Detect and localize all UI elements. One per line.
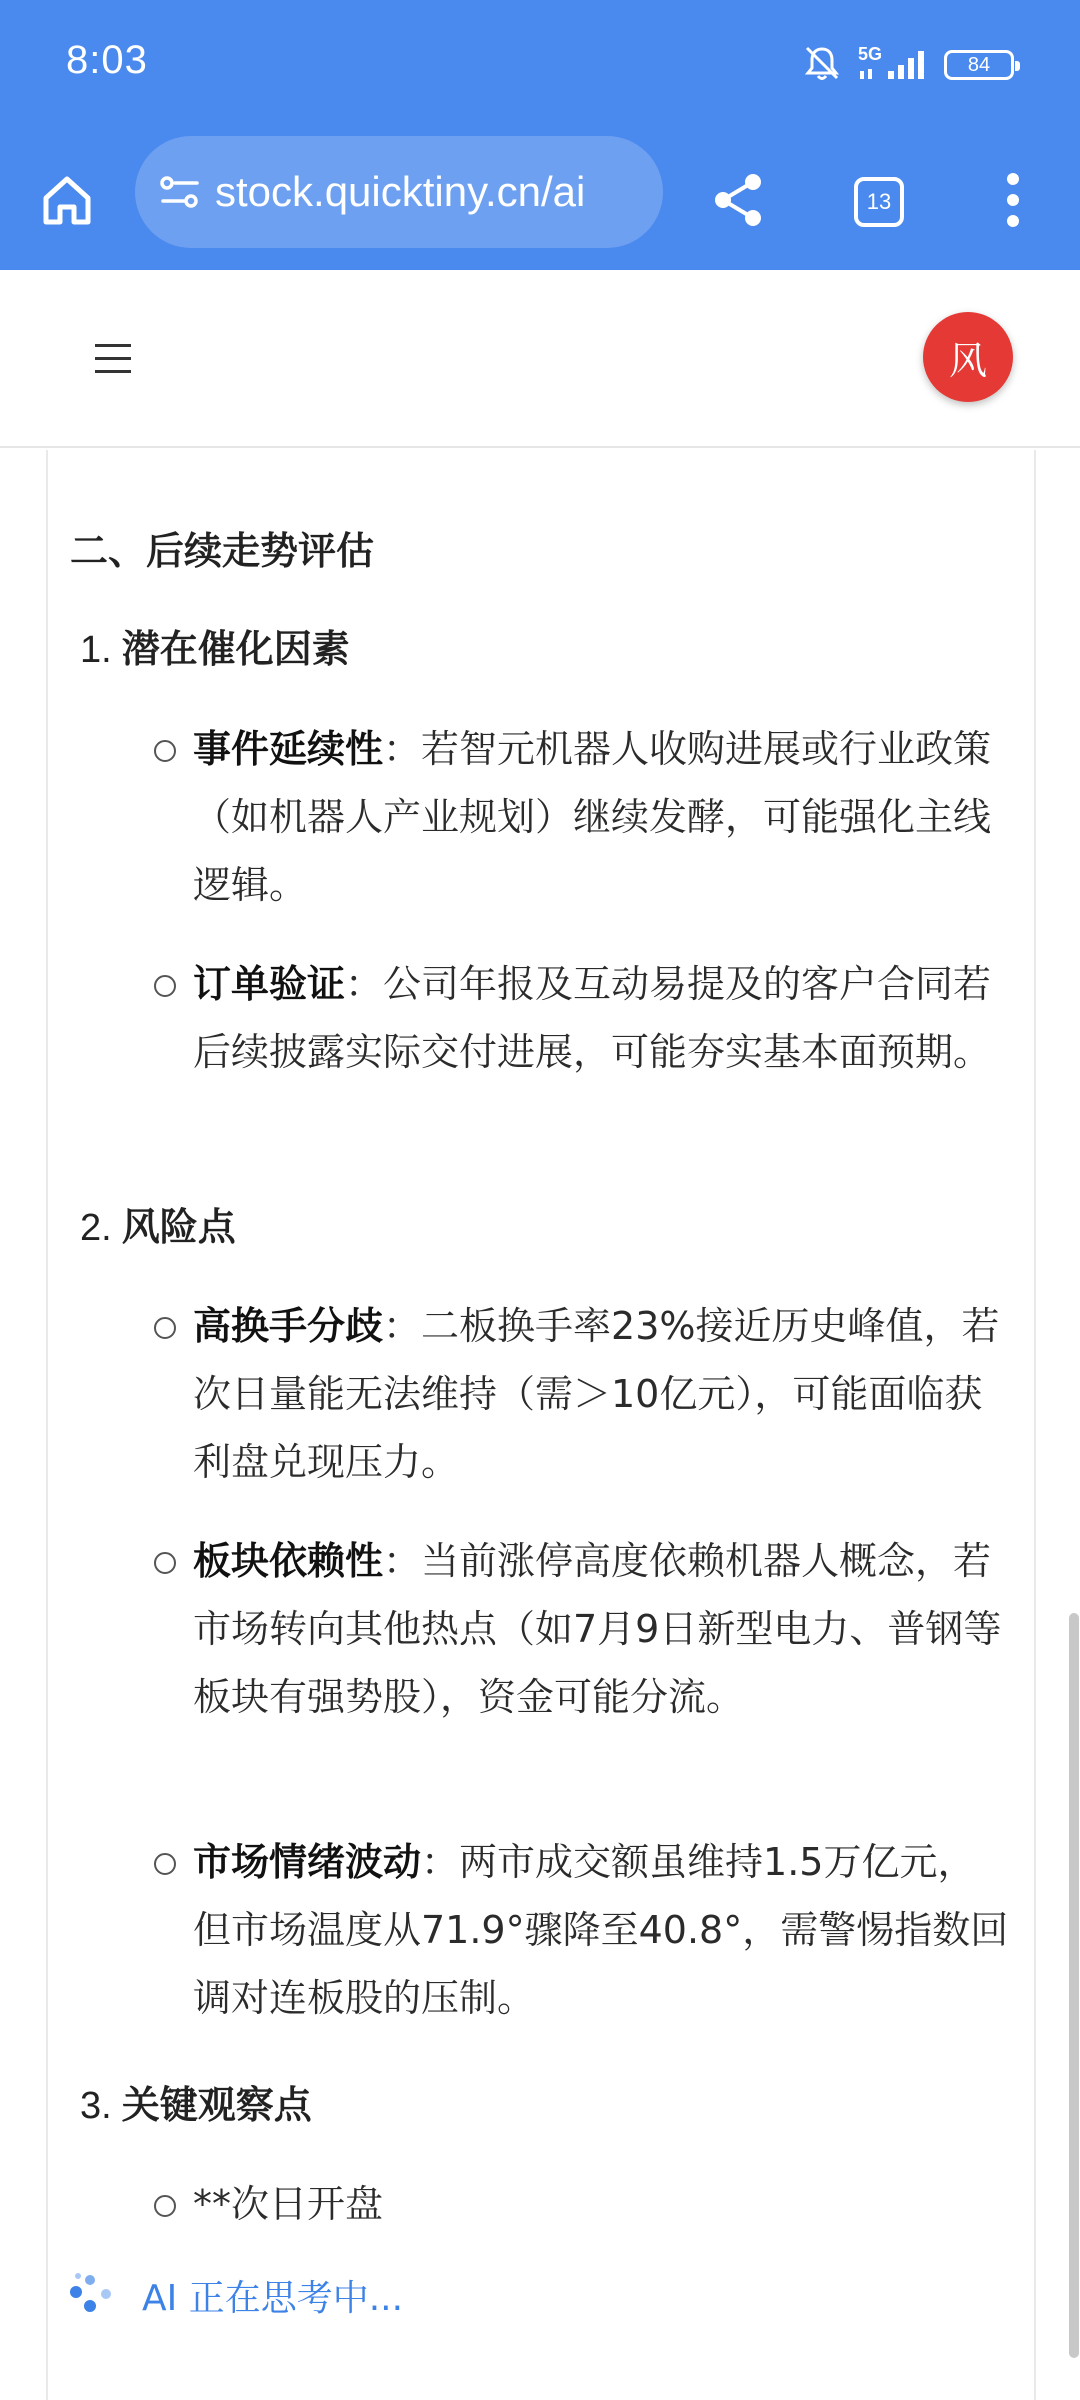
browser-toolbar [0,130,1080,270]
share-button[interactable] [693,157,783,247]
status-time: 8:03 [66,38,148,82]
more-vert-icon [1003,170,1023,234]
thinking-text: AI 正在思考中... [142,2277,404,2319]
bullet-text: **次日开盘 [193,2182,384,2226]
bullet-label: 事件延续性 [193,727,384,771]
list-item [193,1292,1010,1496]
list-title: 风险点 [121,1205,236,1249]
battery-icon: 84 [944,50,1014,80]
bullet-text: ：当前涨停高度依赖机器人概念，若市场转向其他热点（如7月9日新型电力、普钢等板块有强势股），资金可能分流。 [193,1539,1002,1719]
bullet-circle-icon [154,740,176,762]
bullet-text: ：两市成交额虽维持1.5万亿元，但市场温度从71.9°骤降至40.8°，需警惕指数回调对连板股的压制。 [193,1840,1009,2020]
tabs-button[interactable] [834,157,924,247]
share-icon [709,171,767,233]
list-number: 1. [80,629,112,671]
section-heading: 二、后续走势评估 [70,529,375,573]
bullet-text: ：公司年报及互动易提及的客户合同若后续披露实际交付进展，可能夯实基本面预期。 [193,962,992,1074]
list-item [193,715,1010,919]
scrollbar-thumb[interactable] [1069,1613,1079,2358]
url-text: stock.quicktiny.cn/ai [215,168,586,215]
home-icon [38,171,96,233]
status-bar [0,0,1080,130]
list-item-3 [80,2074,312,2129]
status-icons [802,40,1014,90]
bullet-label: 板块依赖性 [193,1539,384,1583]
list-item [193,950,1010,1086]
bell-off-icon [802,43,842,87]
home-button[interactable] [22,157,112,247]
ai-thinking-indicator [66,2268,403,2322]
menu-button[interactable] [78,326,148,396]
bullet-text: ：若智元机器人收购进展或行业政策（如机器人产业规划）继续发酵，可能强化主线逻辑。 [193,727,992,907]
list-item [193,1527,1010,1731]
tabs-count: 13 [854,177,904,227]
list-item-1 [80,618,350,673]
site-header [0,270,1080,448]
list-item [193,2170,1010,2238]
network-type: 5G [858,44,883,64]
url-bar[interactable] [135,136,663,248]
bullet-circle-icon [154,2195,176,2217]
bullet-label: 订单验证 [193,962,346,1006]
list-item [193,1828,1010,2032]
bullet-label: 高换手分歧 [193,1304,384,1348]
site-settings-icon[interactable] [157,169,203,215]
list-number: 3. [80,2085,112,2127]
bullet-circle-icon [154,975,176,997]
bullet-circle-icon [154,1853,176,1875]
bullet-label: 市场情绪波动 [193,1840,422,1884]
browser-chrome [0,0,1080,270]
bullet-circle-icon [154,1317,176,1339]
bullet-circle-icon [154,1552,176,1574]
bullet-text: ：二板换手率23%接近历史峰值，若次日量能无法维持（需＞10亿元），可能面临获利盘兑现压力。 [193,1304,1000,1484]
loading-dots-icon [66,2268,116,2322]
list-title: 关键观察点 [121,2083,312,2127]
hamburger-icon [93,341,133,381]
user-avatar[interactable]: 风 [923,312,1013,402]
list-item-2 [80,1196,236,1251]
list-number: 2. [80,1207,112,1249]
more-menu-button[interactable] [968,157,1058,247]
list-title: 潜在催化因素 [121,627,350,671]
signal-icon [858,45,928,85]
